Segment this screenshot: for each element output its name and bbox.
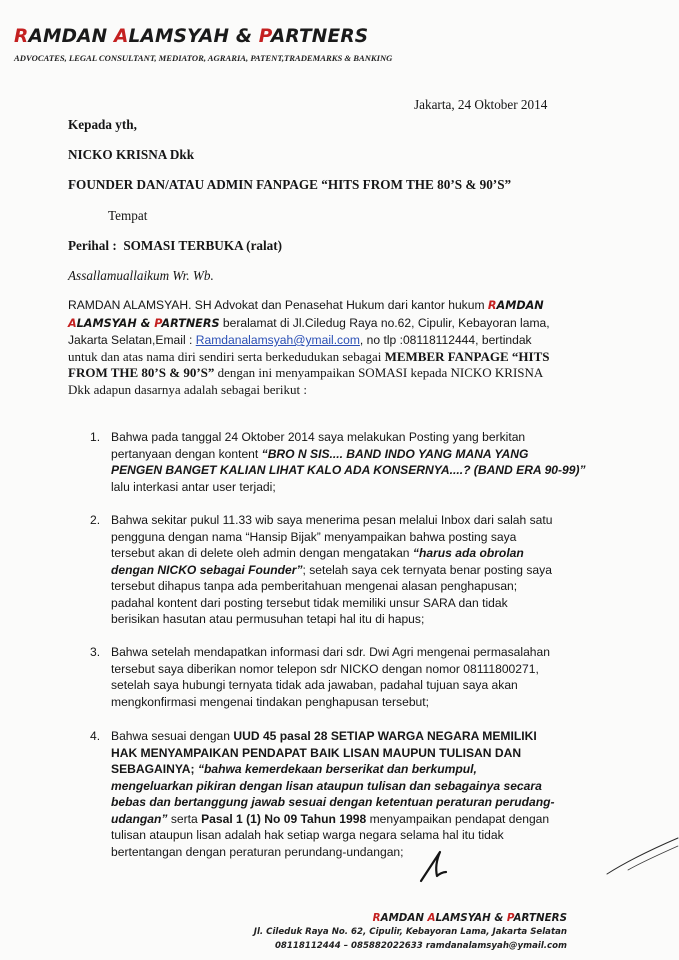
greeting: Assallamuallaikum Wr. Wb. xyxy=(68,268,214,283)
place-line: Tempat xyxy=(108,208,148,223)
recipient-name: NICKO KRISNA Dkk xyxy=(68,147,195,162)
point-number: 4. xyxy=(90,729,101,743)
initial-signature-icon xyxy=(418,850,448,884)
letterhead-firm-name: RAMDAN ALAMSYAH & PARTNERS xyxy=(14,26,369,47)
letter-date: Jakarta, 24 Oktober 2014 xyxy=(414,97,548,112)
point-number: 1. xyxy=(90,430,101,444)
letterhead-tagline: ADVOCATES, LEGAL CONSULTANT, MEDIATOR, AGRARIA, PATENT,TRADEMARKS & BANKING xyxy=(14,53,393,63)
letter-page: RAMDAN ALAMSYAH & PARTNERS ADVOCATES, LEGAL CONSULTANT, MEDIATOR, AGRARIA, PATENT,TRADEMARKS & BANKING Jakarta, 24 Oktober 2014 Kepada yth, NICKO KRISNA Dkk FOUNDER DAN/ATAU ADMIN FANPAGE “HITS FROM THE 80’S & 90’S” Tempat Perihal : SOMASI TERBUKA (ralat) Assallamuallaikum Wr. Wb. RAMDAN ALAMSYAH. SH Advokat dan Penasehat Hukum dari kantor hukum RAMDAN ALAMSYAH & PARTNERS beralamat di Jl.Ciledug Raya no.62, Cipulir, Kebayoran lama, Jakarta Selatan,Email : Ramdanalamsyah@ymail.com, no tlp :08118112444, bertindak untuk dan atas nama diri sendiri serta berkedudukan sebagai MEMBER FANPAGE “HITS FROM THE 80’S & 90’S” dengan ini menyampaikan SOMASI kepada NICKO KRISNA Dkk adapun dasarnya adalah sebagai berikut : 1. Bahwa pada tanggal 24 Oktober 2014 saya melakukan Posting yang berkitan pertanyaan dengan kontent “BRO N SIS.... BAND INDO YANG MANA YANG PENGEN BANGET KALIAN LIHAT KALO ADA KONSERNYA....? (BAND ERA 90-99)” lalu interkasi antar user terjadi; 2. Bahwa sekitar pukul 11.33 wib saya menerima pesan melalui Inbox dari salah satu pengguna dengan nama “Hansip Bijak” menyampaikan bahwa posting saya tersebut akan di delete oleh admin dengan mengatakan “harus ada obrolan dengan NICKO sebagai Founder”; setelah saya cek ternyata benar posting saya tersebut dihapus tanpa ada pemberitahuan mengenai alasan penghapusan; padahal kontent dari posting tersebut tidak memiliki unsur SARA dan tidak berisikan hasutan atau permusuhan tetapi hal itu di hapus; 3. Bahwa setelah mendapatkan informasi dari sdr. Dwi Agri mengenai permasalahan tersebut saya diberikan nomor telepon sdr NICKO dengan nomor 08111800271, setelah saya hubungi ternyata tidak ada jawaban, padahal tujuan saya akan mengkonfirmasi mengenai tindakan penghapusan tersebut; 4. Bahwa sesuai dengan UUD 45 pasal 28 SETIAP WARGA NEGARA MEMILIKI HAK MENYAMPAIKAN PENDAPAT BAIK LISAN MAUPUN TULISAN DAN SEBAGAINYA; “bahwa kemerdekaan berserikat dan berkumpul, mengeluarkan pikiran dengan lisan ataupun tulisan dan sebagainya secara bebas dan bertanggung jawab sesuai dengan ketentuan peraturan perudang- udangan” serta Pasal 1 (1) No 09 Tahun 1998 menyampaikan pendapat dengan tulisan ataupun lisan adalah hak setiap warga negara selama hal itu tidak bertentangan dengan peraturan perundang-undangan; RAMDAN ALAMSYAH & PARTNERS Jl. Cileduk Raya No. 62, Cipulir, Kebayoran Lama, Jakarta Selatan 08118112444 – 085882022633 ramdanalamsyah@ymail.com xyxy=(0,0,679,960)
footer-address: Jl. Cileduk Raya No. 62, Cipulir, Kebayoran Lama, Jakarta Selatan xyxy=(253,927,567,937)
recipient-title: FOUNDER DAN/ATAU ADMIN FANPAGE “HITS FROM THE 80’S & 90’S” xyxy=(68,177,512,192)
pen-stroke-icon xyxy=(606,836,679,876)
footer-contact: 08118112444 – 085882022633 ramdanalamsyah@ymail.com xyxy=(274,941,567,951)
point-number: 2. xyxy=(90,513,101,527)
salutation: Kepada yth, xyxy=(68,117,137,132)
point-number: 3. xyxy=(90,645,101,659)
subject-line: Perihal : SOMASI TERBUKA (ralat) xyxy=(68,238,283,253)
footer-firm-name: RAMDAN ALAMSYAH & PARTNERS xyxy=(372,912,567,924)
email-link[interactable]: Ramdanalamsyah@ymail.com xyxy=(195,333,360,347)
intro-paragraph: RAMDAN ALAMSYAH. SH Advokat dan Penasehat Hukum dari kantor hukum RAMDAN ALAMSYAH & PARTNERS beralamat di Jl.Ciledug Raya no.62, Cipulir, Kebayoran lama, Jakarta Selatan,Email : Ramdanalamsyah@ymail.com, no tlp :08118112444, bertindak untuk dan atas nama diri sendiri serta berkedudukan sebagai MEMBER FANPAGE “HITS FROM THE 80’S & 90’S” dengan ini menyampaikan SOMASI kepada NICKO KRISNA Dkk adapun dasarnya adalah sebagai berikut : xyxy=(68,298,550,397)
